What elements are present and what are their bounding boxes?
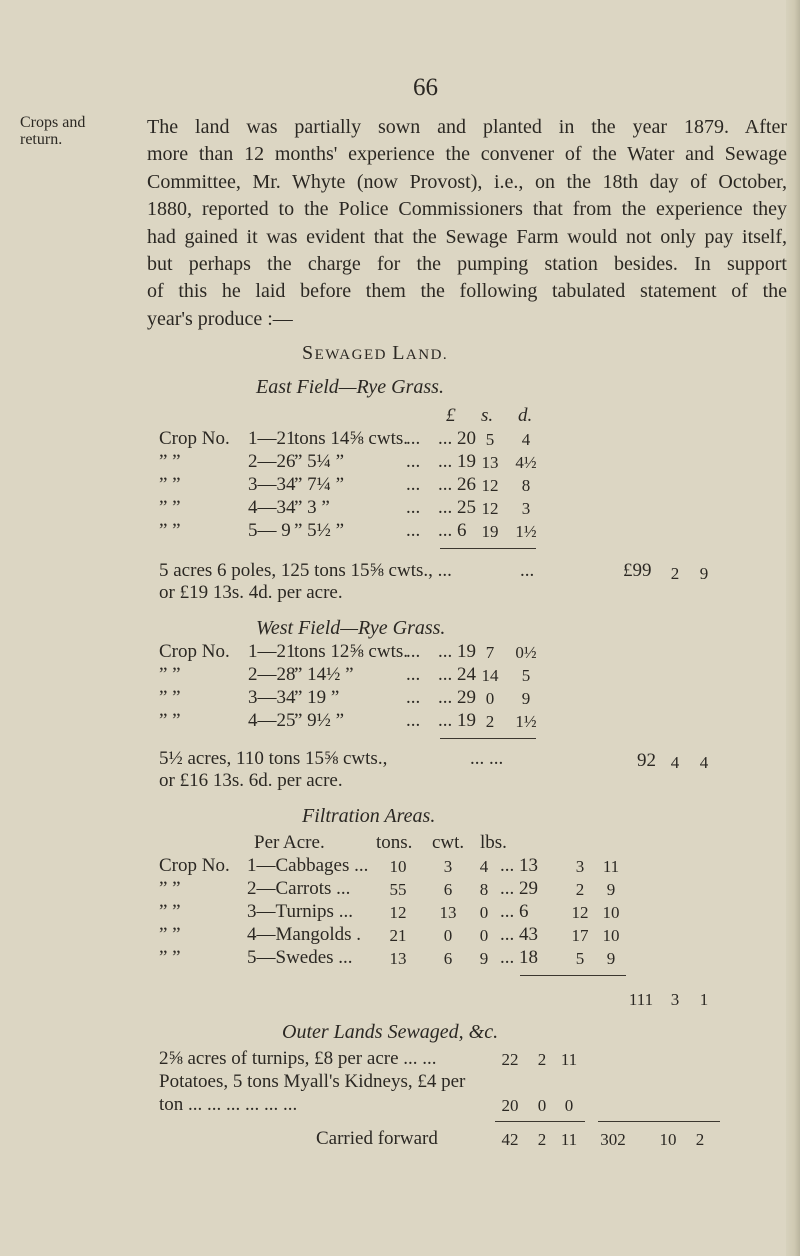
row-cwt: 3 (443, 857, 453, 876)
margin-note-line: Crops and (20, 114, 86, 131)
row-pence: 9 (521, 689, 531, 708)
row-number: 2—26 (248, 451, 296, 472)
row-tons: 13 (389, 949, 407, 968)
row-number: 2—28 (248, 664, 296, 685)
row-crop: ” ” (159, 947, 181, 968)
section-title: SEWAGED LAND. (302, 342, 449, 364)
outer-row-pence: 11 (560, 1050, 578, 1069)
row-pounds: ... 43 (500, 924, 538, 945)
row-pounds: ... 24 (438, 664, 476, 685)
row-leader: ... (406, 497, 421, 518)
currency-pence: d. (518, 405, 533, 426)
row-crop: ” ” (159, 710, 181, 731)
row-tons: 21 (389, 926, 407, 945)
row-number: 4—34 (248, 497, 296, 518)
row-crop-name: 5—Swedes ... (247, 947, 353, 968)
col-head-lbs: lbs. (480, 832, 507, 853)
carried-sub-pounds: 42 (501, 1130, 519, 1149)
row-pounds: ... 19 (438, 641, 476, 662)
intro-paragraph (147, 114, 787, 333)
row-pence: 9 (606, 880, 616, 899)
row-crop: ” ” (159, 878, 181, 899)
row-shillings: 17 (571, 926, 589, 945)
row-shillings: 12 (481, 476, 499, 495)
row-weight: ” 7¼ ” (294, 474, 345, 495)
row-weight: ” 9½ ” (294, 710, 345, 731)
row-leader: ... (406, 428, 421, 449)
row-number: 1—21 (248, 428, 296, 449)
row-pence: 10 (602, 903, 620, 922)
row-lbs: 8 (479, 880, 489, 899)
outer-row-shillings: 0 (537, 1096, 547, 1115)
row-cwt: 13 (439, 903, 457, 922)
row-weight: ” 14½ ” (294, 664, 354, 685)
currency-pound: £ (446, 405, 456, 426)
row-lbs: 9 (479, 949, 489, 968)
row-pence: 4½ (515, 453, 537, 472)
east-total-pounds: £99 (623, 560, 652, 581)
row-pence: 8 (521, 476, 531, 495)
row-crop: Crop No. (159, 641, 230, 662)
row-crop: ” ” (159, 664, 181, 685)
row-crop: Crop No. (159, 428, 230, 449)
row-pounds: ... 29 (438, 687, 476, 708)
paragraph-line: year's produce :— (147, 307, 293, 330)
row-leader: ... (406, 710, 421, 731)
row-tons: 10 (389, 857, 407, 876)
row-shillings: 13 (481, 453, 499, 472)
row-leader: ... (406, 664, 421, 685)
east-total-shillings: 2 (670, 564, 680, 583)
paragraph-line: had gained it was evident that the Sewage Farm would not only pay itself, (147, 225, 787, 248)
row-leader: ... (406, 687, 421, 708)
outer-row-turnips: 2⅝ acres of turnips, £8 per acre ... ... (159, 1048, 437, 1069)
row-number: 3—34 (248, 474, 296, 495)
outer-row-potatoes-cont: ton ... ... ... ... ... ... (159, 1094, 298, 1115)
rule (520, 975, 626, 976)
carried-sub-shillings: 2 (537, 1130, 547, 1149)
row-crop: Crop No. (159, 855, 230, 876)
row-crop: ” ” (159, 924, 181, 945)
row-crop: ” ” (159, 901, 181, 922)
row-pounds: ... 26 (438, 474, 476, 495)
row-shillings: 7 (485, 643, 495, 662)
row-pence: 9 (606, 949, 616, 968)
outer-row-potatoes: Potatoes, 5 tons Myall's Kidneys, £4 per (159, 1071, 466, 1092)
filtration-heading: Filtration Areas. (302, 805, 436, 827)
paragraph-line: Committee, Mr. Whyte (now Provost), i.e., on the 18th day of October, (147, 170, 787, 193)
row-pounds: ... 18 (500, 947, 538, 968)
paragraph-line: 1880, reported to the Police Commissioners that from the experience they (147, 198, 787, 221)
row-crop-name: 4—Mangolds . (247, 924, 361, 945)
carried-sub-pence: 11 (560, 1130, 578, 1149)
west-total-shillings: 4 (670, 753, 680, 772)
filtration-total-shillings: 3 (670, 990, 680, 1009)
west-field-heading: West Field—Rye Grass. (256, 617, 446, 639)
row-pence: 1½ (515, 522, 537, 541)
row-pounds: ... 6 (438, 520, 467, 541)
row-crop: ” ” (159, 520, 181, 541)
paragraph-line: more than 12 months' experience the convener of the Water and Sewage (147, 143, 787, 166)
paragraph-line: The land was partially sown and planted in the year 1879. After (147, 116, 787, 138)
row-pounds: ... 25 (438, 497, 476, 518)
east-summary-rate: or £19 13s. 4d. per acre. (159, 582, 343, 603)
outer-row-pounds: 22 (501, 1050, 519, 1069)
row-crop-name: 1—Cabbages ... (247, 855, 369, 876)
row-pounds: ... 13 (500, 855, 538, 876)
row-crop-name: 2—Carrots ... (247, 878, 351, 899)
row-lbs: 4 (479, 857, 489, 876)
row-leader: ... (406, 520, 421, 541)
west-total-pence: 4 (699, 753, 709, 772)
row-weight: ” 5¼ ” (294, 451, 345, 472)
row-shillings: 2 (485, 712, 495, 731)
row-shillings: 0 (485, 689, 495, 708)
row-pounds: ... 29 (500, 878, 538, 899)
col-head-cwt: cwt. (432, 832, 465, 853)
row-crop-name: 3—Turnips ... (247, 901, 353, 922)
page-edge (786, 0, 800, 1256)
rule (598, 1121, 720, 1122)
row-tons: 55 (389, 880, 407, 899)
east-summary-acres: 5 acres 6 poles, 125 tons 15⅝ cwts., ... (159, 560, 452, 581)
row-shillings: 3 (575, 857, 585, 876)
page-number: 66 (413, 74, 438, 101)
outer-row-pence: 0 (564, 1096, 574, 1115)
west-summary-acres: 5½ acres, 110 tons 15⅝ cwts., (159, 748, 388, 769)
row-pounds: ... 20 (438, 428, 476, 449)
filtration-total-pounds: 111 (628, 990, 654, 1009)
row-shillings: 12 (571, 903, 589, 922)
row-tons: 12 (389, 903, 407, 922)
currency-shilling: s. (481, 405, 494, 426)
outer-row-pounds: 20 (501, 1096, 519, 1115)
row-weight: tons 12⅝ cwts. (294, 641, 408, 662)
row-lbs: 0 (479, 926, 489, 945)
row-lbs: 0 (479, 903, 489, 922)
west-summary-leader: ... ... (470, 748, 504, 769)
east-field-heading: East Field—Rye Grass. (256, 376, 444, 398)
row-weight: ” 3 ” (294, 497, 330, 518)
outer-row-shillings: 2 (537, 1050, 547, 1069)
rule (440, 548, 536, 549)
row-number: 3—34 (248, 687, 296, 708)
row-leader: ... (406, 474, 421, 495)
carried-forward-label: Carried forward (316, 1128, 438, 1149)
row-cwt: 0 (443, 926, 453, 945)
row-number: 5— 9 (248, 520, 291, 541)
row-pounds: ... 19 (438, 451, 476, 472)
col-head-per-acre: Per Acre. (254, 832, 325, 853)
west-summary-rate: or £16 13s. 6d. per acre. (159, 770, 343, 791)
col-head-tons: tons. (376, 832, 413, 853)
row-pence: 4 (521, 430, 531, 449)
paragraph-line: of this he laid before them the following tabulated statement of the (147, 280, 787, 303)
row-shillings: 12 (481, 499, 499, 518)
filtration-total-pence: 1 (699, 990, 709, 1009)
outer-lands-heading: Outer Lands Sewaged, &c. (282, 1021, 499, 1043)
east-total-pence: 9 (699, 564, 709, 583)
row-weight: ” 19 ” (294, 687, 340, 708)
row-number: 4—25 (248, 710, 296, 731)
row-pounds: ... 6 (500, 901, 529, 922)
row-pence: 1½ (515, 712, 537, 731)
row-pence: 0½ (515, 643, 537, 662)
margin-note (20, 114, 85, 148)
row-shillings: 5 (485, 430, 495, 449)
carried-grand-shillings: 10 (659, 1130, 677, 1149)
margin-note-line: return. (20, 131, 63, 148)
carried-grand-pence: 2 (695, 1130, 705, 1149)
row-shillings: 19 (481, 522, 499, 541)
row-pounds: ... 19 (438, 710, 476, 731)
row-crop: ” ” (159, 451, 181, 472)
row-number: 1—21 (248, 641, 296, 662)
row-crop: ” ” (159, 474, 181, 495)
row-shillings: 5 (575, 949, 585, 968)
row-weight: ” 5½ ” (294, 520, 345, 541)
row-pence: 11 (602, 857, 620, 876)
rule (495, 1121, 585, 1122)
row-cwt: 6 (443, 949, 453, 968)
carried-grand-pounds: 302 (600, 1130, 626, 1149)
row-shillings: 2 (575, 880, 585, 899)
row-shillings: 14 (481, 666, 499, 685)
row-leader: ... (406, 451, 421, 472)
east-summary-leader: ... (520, 560, 535, 581)
row-pence: 5 (521, 666, 531, 685)
rule (440, 738, 536, 739)
row-crop: ” ” (159, 497, 181, 518)
row-leader: ... (406, 641, 421, 662)
row-pence: 10 (602, 926, 620, 945)
row-pence: 3 (521, 499, 531, 518)
paragraph-line: but perhaps the charge for the pumping station besides. In support (147, 253, 787, 276)
west-total-pounds: 92 (637, 750, 656, 771)
row-cwt: 6 (443, 880, 453, 899)
row-crop: ” ” (159, 687, 181, 708)
row-weight: tons 14⅝ cwts. (294, 428, 408, 449)
